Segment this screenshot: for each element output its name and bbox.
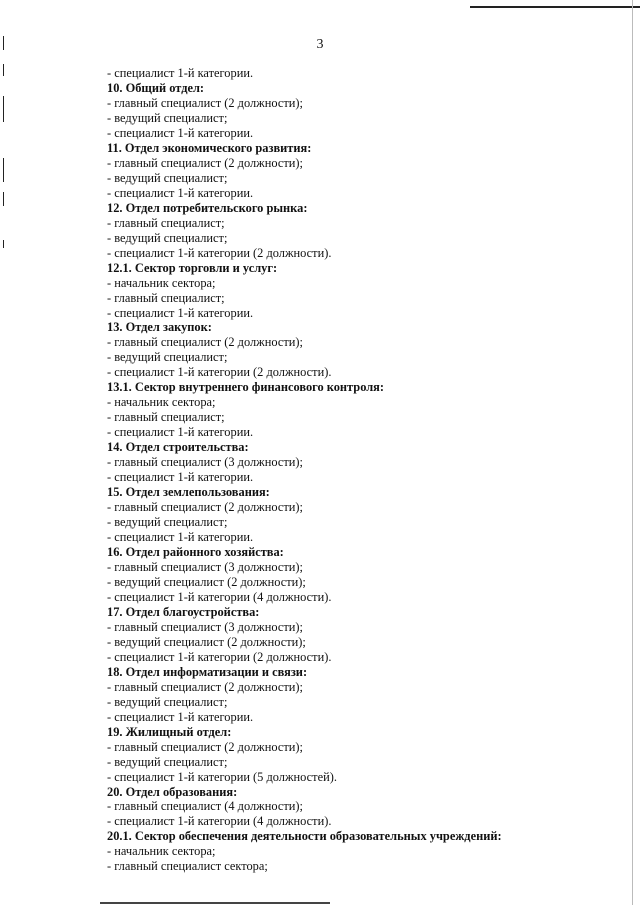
list-item: - главный специалист; [107,215,225,230]
list-item: - начальник сектора; [107,275,216,290]
list-item: - главный специалист (3 должности); [107,455,303,470]
scan-edge-left-4 [3,158,4,182]
list-item: - ведущий специалист; [107,170,228,185]
list-item: - начальник сектора; [107,395,216,410]
section-heading: 19. Жилищный отдел: [107,724,232,739]
list-item: - главный специалист (3 должности); [107,619,303,634]
scan-edge-bottom [100,902,330,904]
list-item: - специалист 1-й категории. [107,305,254,320]
list-item: - специалист 1-й категории (2 должности). [107,649,332,664]
page-number: 3 [316,37,324,52]
list-item: - главный специалист (2 должности); [107,95,303,110]
section-heading: 17. Отдел благоустройства: [107,604,260,619]
list-item: - главный специалист сектора; [107,859,268,874]
section-heading: 20.1. Сектор обеспечения деятельности образовательных учреждений: [107,829,502,844]
scan-edge-left-3 [3,96,4,122]
list-item: - специалист 1-й категории (2 должности). [107,365,332,380]
list-item: - специалист 1-й категории (4 должности). [107,589,332,604]
section-heading: 11. Отдел экономического развития: [107,140,312,155]
list-item: - ведущий специалист; [107,350,228,365]
list-item: - ведущий специалист; [107,694,228,709]
list-item: - главный специалист (2 должности); [107,155,303,170]
list-item: - главный специалист (2 должности); [107,739,303,754]
list-item: - специалист 1-й категории. [107,66,254,80]
scan-edge-left-5 [3,192,4,206]
list-item: - специалист 1-й категории (2 должности). [107,245,332,260]
list-item: - ведущий специалист; [107,515,228,530]
section-heading: 16. Отдел районного хозяйства: [107,545,284,559]
list-item: - специалист 1-й категории. [107,425,254,440]
list-item: - специалист 1-й категории. [107,125,254,140]
section-heading: 14. Отдел строительства: [107,440,249,455]
scan-edge-top [470,6,640,8]
section-heading: 12. Отдел потребительского рынка: [107,200,308,215]
list-item: - специалист 1-й категории. [107,530,254,545]
list-item: - специалист 1-й категории. [107,709,254,724]
list-item: - главный специалист (2 должности); [107,335,303,350]
section-heading: 20. Отдел образования: [107,784,238,799]
list-item: - ведущий специалист (2 должности); [107,574,306,589]
scan-edge-left-2 [3,64,4,76]
list-item: - специалист 1-й категории. [107,470,254,485]
section-heading: 13. Отдел закупок: [107,320,212,335]
section-heading: 18. Отдел информатизации и связи: [107,664,308,679]
list-item: - главный специалист; [107,290,225,305]
scan-edge-right [632,0,633,905]
list-item: - ведущий специалист; [107,230,228,245]
list-item: - главный специалист (4 должности); [107,799,303,814]
list-item: - специалист 1-й категории (4 должности). [107,814,332,829]
section-heading: 12.1. Сектор торговли и услуг: [107,260,278,275]
section-heading: 10. Общий отдел: [107,80,205,95]
list-item: - начальник сектора; [107,844,216,859]
section-heading: 13.1. Сектор внутреннего финансового контроля: [107,380,385,395]
list-item: - главный специалист (2 должности); [107,500,303,515]
list-item: - специалист 1-й категории. [107,185,254,200]
section-heading: 15. Отдел землепользования: [107,485,270,500]
scan-edge-left-6 [3,240,4,248]
list-item: - специалист 1-й категории (5 должностей). [107,769,337,784]
list-item: - главный специалист; [107,410,225,425]
list-item: - ведущий специалист (2 должности); [107,634,306,649]
list-item: - ведущий специалист; [107,754,228,769]
document-body [107,66,627,874]
list-item: - ведущий специалист; [107,110,228,125]
list-item: - главный специалист (3 должности); [107,559,303,574]
list-item: - главный специалист (2 должности); [107,679,303,694]
